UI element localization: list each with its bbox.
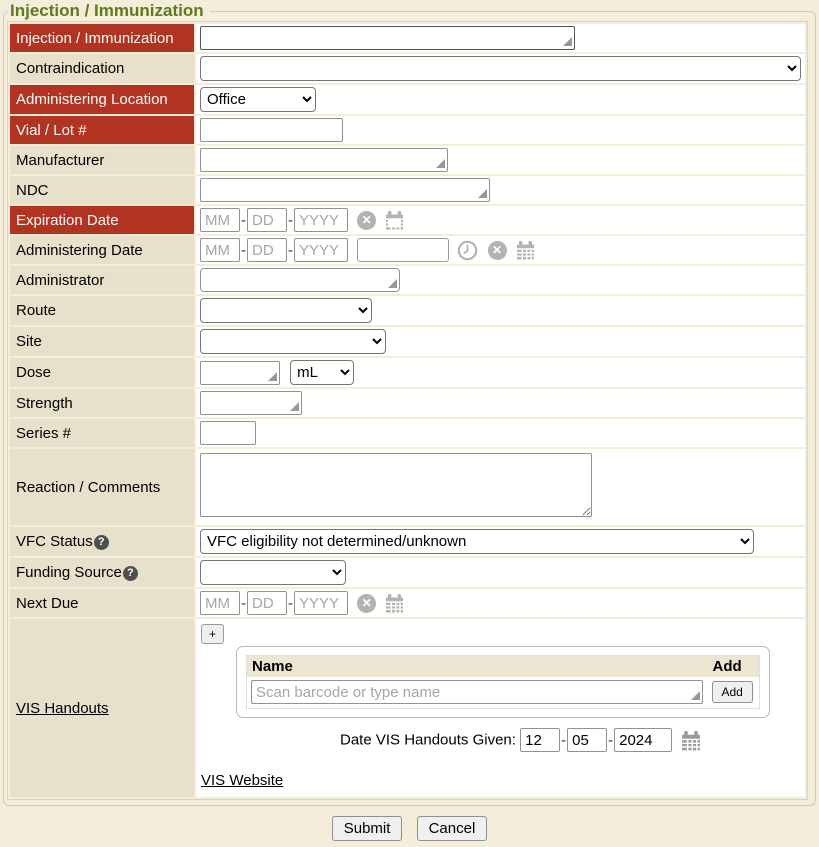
row-vial-lot [10,116,805,144]
row-administering-location [10,85,805,114]
funding-source-label: Funding Source [16,564,122,582]
vis-add-button[interactable]: Add [712,681,753,703]
clear-date-icon[interactable]: ✕ [357,594,376,613]
row-injection [10,24,805,52]
cancel-button[interactable]: Cancel [417,816,488,841]
site-label: Site [10,327,194,356]
resize-grip [200,148,448,172]
vis-add-row-button[interactable]: + [201,624,224,644]
vis-scan-input[interactable] [251,680,703,704]
administering-location-select[interactable] [200,87,316,112]
row-administering-date [10,236,805,264]
row-funding-source [10,558,805,587]
date-vis-given-label: Date VIS Handouts Given: [340,731,516,749]
vis-date-year-input[interactable] [614,728,672,752]
dose-unit-select[interactable] [290,360,354,385]
contraindication-select[interactable] [200,56,801,81]
clock-icon[interactable] [457,240,478,261]
vis-table-input-row [247,677,760,709]
calendar-icon[interactable] [515,240,536,261]
administering-location-label: Administering Location [10,85,194,114]
series-input[interactable] [200,421,256,445]
date-separator [288,212,293,229]
next-due-month-input[interactable] [200,591,240,615]
administering-month-input[interactable] [200,238,240,262]
site-select[interactable] [200,329,386,354]
vfc-status-select[interactable] [200,529,754,554]
expiration-date-label: Expiration Date [10,206,194,234]
next-due-year-input[interactable] [294,591,348,615]
date-separator [288,595,293,612]
row-next-due [10,589,805,617]
injection-form-fieldset [3,1,816,806]
vis-add-header: Add [708,656,760,678]
vial-lot-input[interactable] [200,118,343,142]
series-label: Series # [10,419,194,447]
row-administrator [10,266,805,294]
clear-date-icon[interactable]: ✕ [488,241,507,260]
injection-label: Injection / Immunization [10,24,194,52]
resize-grip [251,680,703,704]
calendar-icon[interactable] [680,730,702,752]
vis-handouts-table [246,655,760,709]
contraindication-label: Contraindication [10,54,194,83]
row-route [10,296,805,325]
date-separator [608,732,613,749]
reaction-textarea[interactable] [200,453,592,517]
administering-time-input[interactable] [357,238,449,262]
vis-date-day-input[interactable] [567,728,607,752]
row-series [10,419,805,447]
administering-date-label: Administering Date [10,236,194,264]
injection-form-table [7,21,808,800]
vis-handouts-link[interactable]: VIS Handouts [16,699,109,717]
vis-table-header-row [247,656,760,678]
manufacturer-label: Manufacturer [10,146,194,174]
expiration-month-input[interactable] [200,208,240,232]
help-icon[interactable]: ? [94,535,109,550]
help-icon[interactable]: ? [123,566,138,581]
resize-grip [200,178,490,202]
row-expiration-date [10,206,805,234]
dose-label: Dose [10,358,194,387]
row-manufacturer [10,146,805,174]
administering-year-input[interactable] [294,238,348,262]
ndc-label: NDC [10,176,194,204]
resize-grip [200,361,280,385]
vfc-status-label: VFC Status [16,533,93,551]
strength-label: Strength [10,389,194,417]
next-due-label: Next Due [10,589,194,617]
date-separator [561,732,566,749]
expiration-year-input[interactable] [294,208,348,232]
row-contraindication [10,54,805,83]
vis-website-link[interactable]: VIS Website [201,772,284,790]
expiration-day-input[interactable] [247,208,287,232]
funding-source-select[interactable] [200,560,346,585]
form-actions [0,816,819,841]
vis-name-header: Name [247,656,708,678]
strength-input[interactable] [200,391,302,415]
administrator-input[interactable] [200,268,400,292]
vial-lot-label: Vial / Lot # [10,116,194,144]
route-label: Route [10,296,194,325]
administering-day-input[interactable] [247,238,287,262]
resize-grip [200,391,302,415]
row-site [10,327,805,356]
manufacturer-input[interactable] [200,148,448,172]
next-due-day-input[interactable] [247,591,287,615]
submit-button[interactable]: Submit [332,816,403,841]
row-reaction [10,449,805,525]
row-vfc-status [10,527,805,556]
date-separator [241,212,246,229]
row-strength [10,389,805,417]
date-separator [241,595,246,612]
vis-date-month-input[interactable] [520,728,560,752]
vis-handouts-panel [236,646,770,718]
resize-grip [200,268,400,292]
row-ndc [10,176,805,204]
injection-input[interactable] [200,26,575,50]
date-separator [288,242,293,259]
administrator-label: Administrator [10,266,194,294]
page-title: Injection / Immunization [10,1,204,20]
reaction-label: Reaction / Comments [10,449,194,525]
clear-date-icon[interactable]: ✕ [357,211,376,230]
date-separator [241,242,246,259]
row-dose [10,358,805,387]
row-vis-handouts [10,619,805,797]
resize-grip [200,26,575,50]
dose-input[interactable] [200,361,280,385]
calendar-icon[interactable] [384,593,405,614]
route-select[interactable] [200,298,372,323]
calendar-icon[interactable] [384,210,405,231]
ndc-input[interactable] [200,178,490,202]
